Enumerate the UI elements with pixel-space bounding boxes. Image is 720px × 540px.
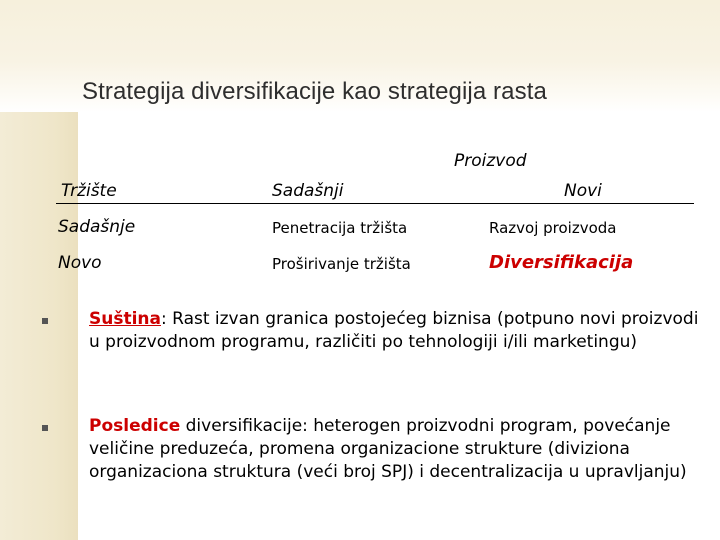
bullet-consequences: [89, 415, 701, 484]
table-col-header-current: Sadašnji: [272, 181, 344, 201]
table-row-label-new: Novo: [58, 253, 102, 273]
table-header-divider: [56, 203, 694, 204]
table-cell-market-penetration: Penetracija tržišta: [272, 219, 408, 237]
table-corner-header: Tržište: [61, 181, 117, 201]
slide-title: Strategija diversifikacije kao strategija rasta: [82, 78, 547, 105]
table-row-label-current: Sadašnje: [58, 217, 136, 237]
bullet-essence-text: : Rast izvan granica postojećeg biznisa (potpuno novi proizvodi u proizvodnom programu, različiti po tehnologiji i/ili marketingu): [89, 309, 699, 352]
bullet-consequences-keyword: Posledice: [89, 416, 181, 436]
table-col-header-new: Novi: [564, 181, 602, 201]
bullet-square-icon: [42, 425, 48, 431]
table-group-header: Proizvod: [454, 151, 527, 171]
bullet-square-icon: [42, 318, 48, 324]
table-cell-market-development: Proširivanje tržišta: [272, 255, 411, 273]
bullet-essence-keyword: Suština: [89, 309, 161, 329]
table-cell-diversification: Diversifikacija: [489, 252, 634, 273]
bullet-essence: [89, 308, 701, 354]
table-cell-product-development: Razvoj proizvoda: [489, 219, 617, 237]
bullet-consequences-text: diversifikacije: heterogen proizvodni program, povećanje veličine preduzeća, promena organizacione strukture (diviziona organizaciona struktura (veći broj SPJ) i decentralizacija u upravljanju): [89, 416, 687, 482]
